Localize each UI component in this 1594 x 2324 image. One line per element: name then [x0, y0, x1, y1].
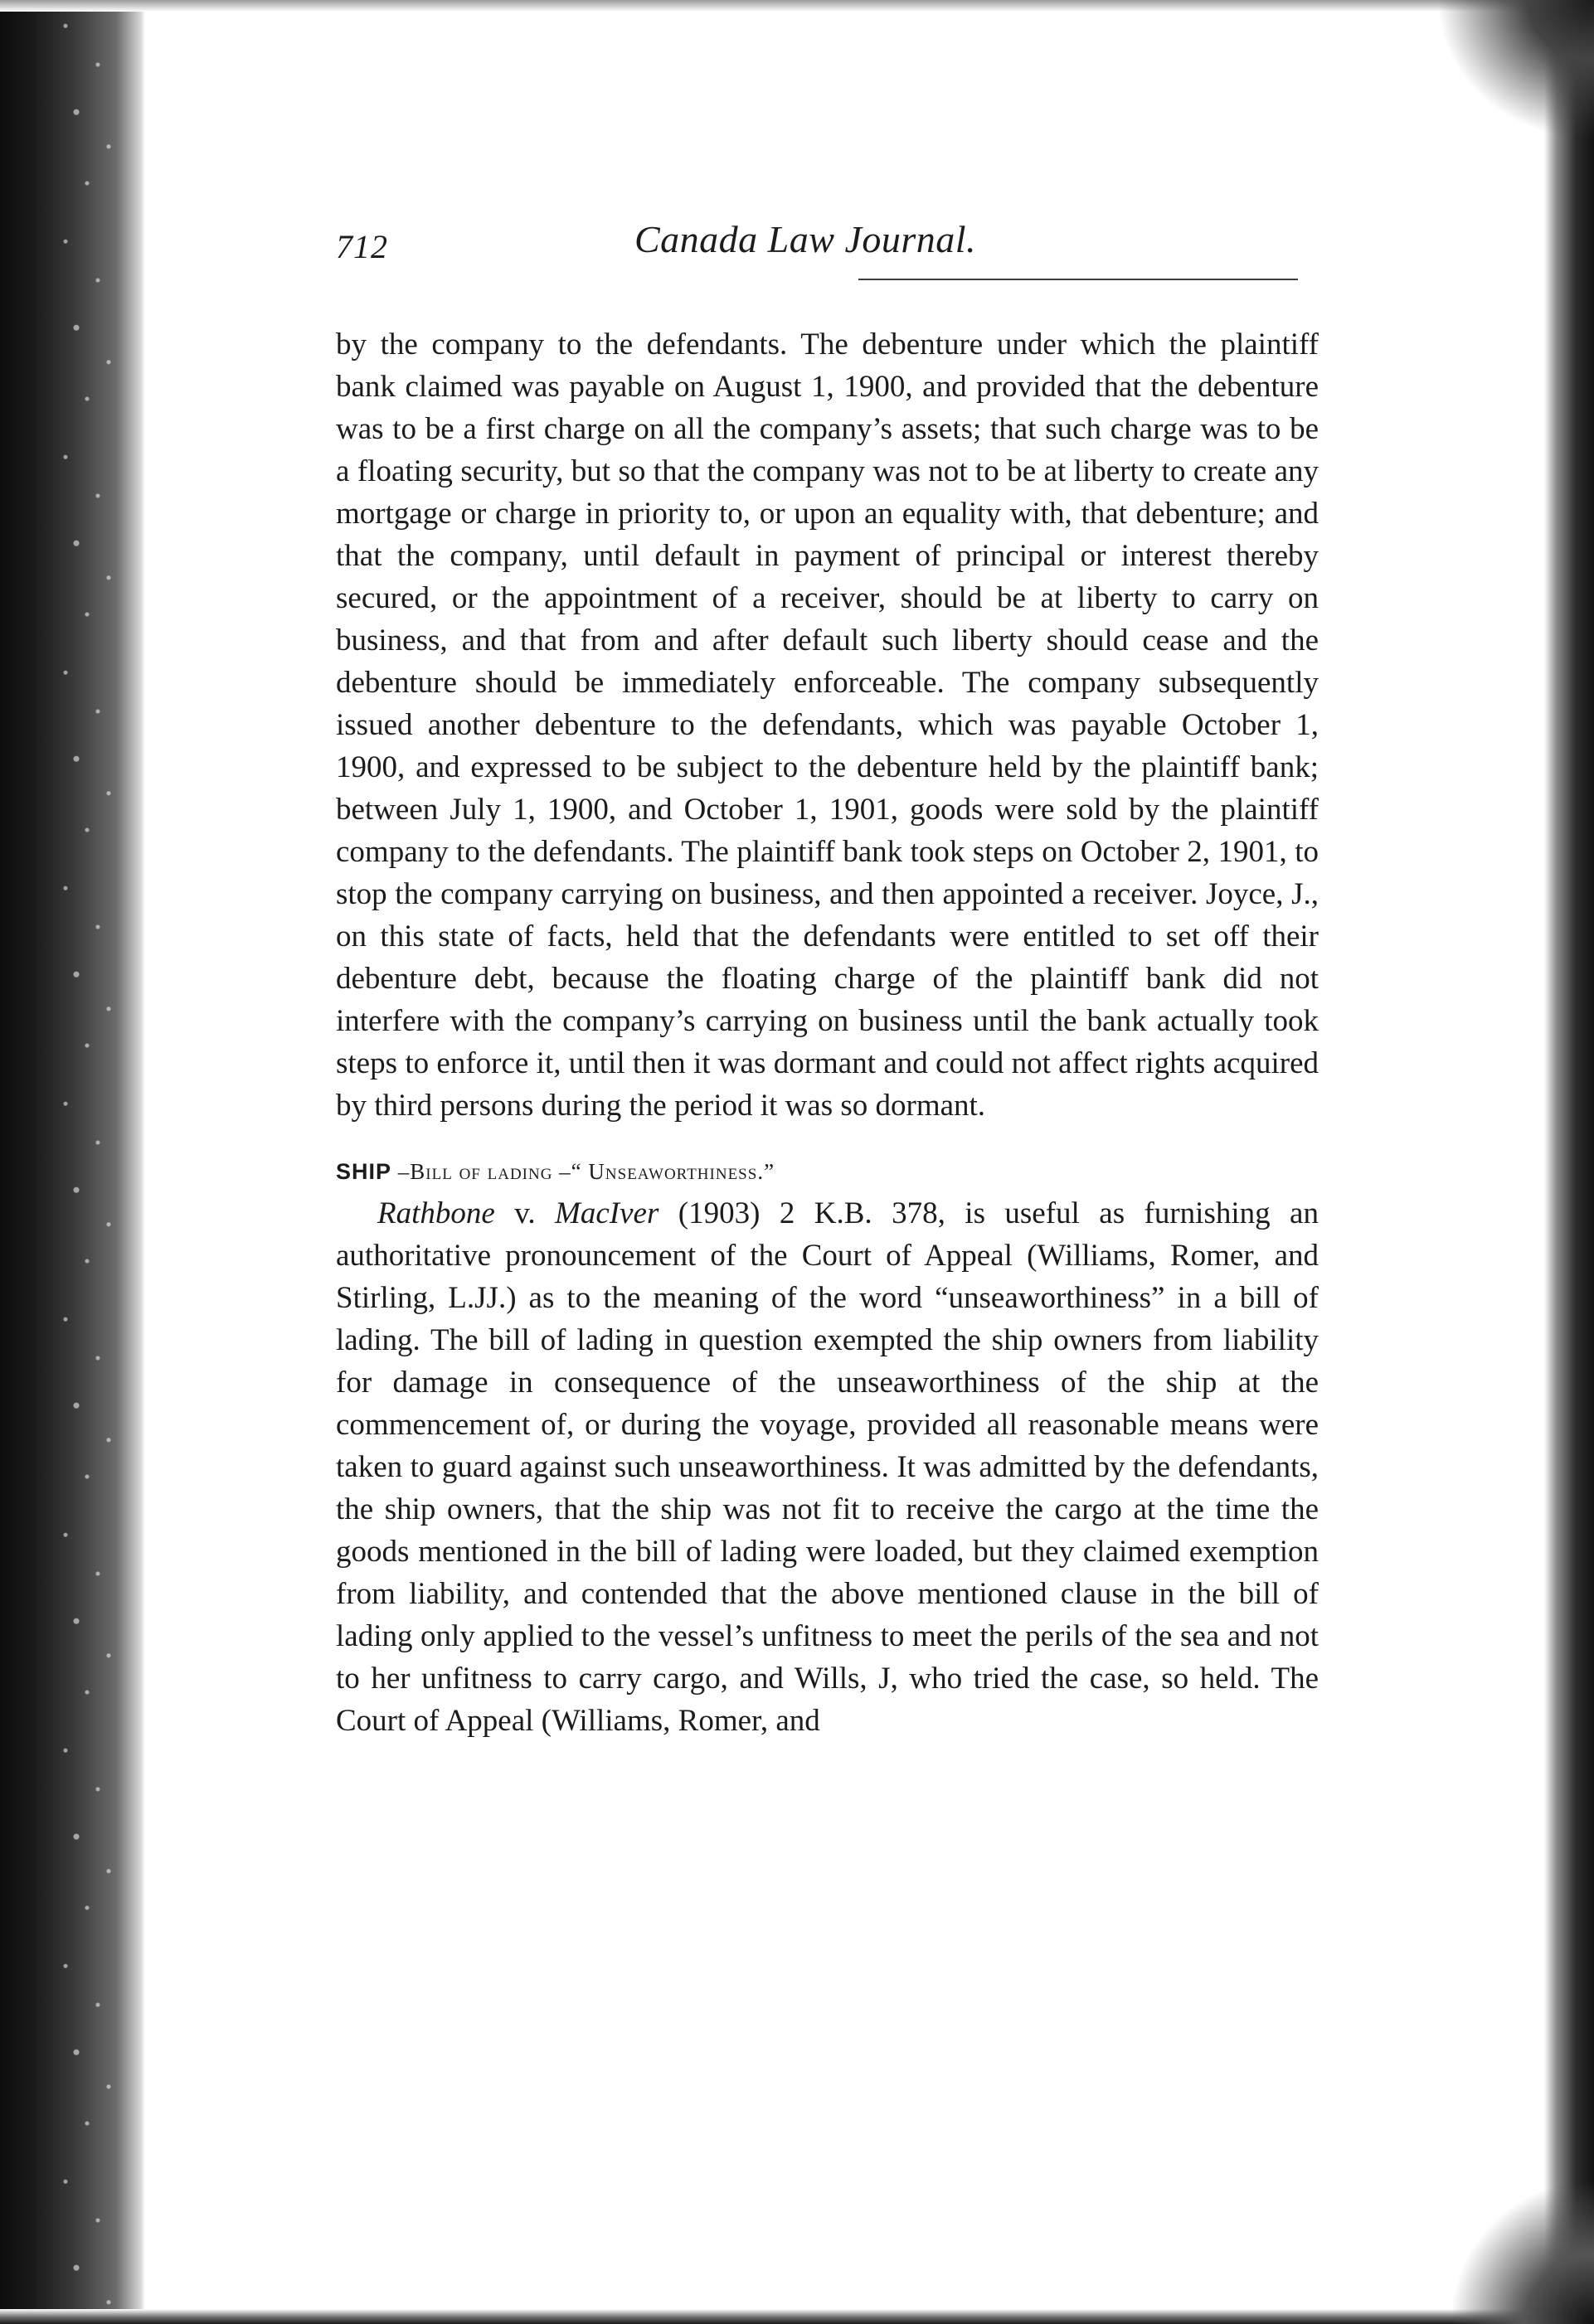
- case-connector: v.: [494, 1196, 556, 1230]
- scan-corner-bottom-right: [1453, 2183, 1594, 2324]
- journal-title: Canada Law Journal.: [634, 218, 977, 260]
- case-name-maciver: MacIver: [555, 1196, 659, 1230]
- scan-right-edge: [1544, 0, 1594, 2324]
- section-heading-lead: SHIP: [336, 1159, 392, 1184]
- scan-bottom-edge: [0, 2309, 1594, 2324]
- section-heading: [336, 1155, 1319, 1189]
- page-number: 712: [336, 228, 388, 265]
- text-column: [336, 323, 1319, 1742]
- case-name-rathbone: Rathbone: [377, 1196, 495, 1230]
- running-header: [336, 206, 1319, 289]
- scan-left-edge-texture: [33, 0, 141, 2324]
- header-rule: [858, 279, 1298, 280]
- paragraph-unseaworthiness: [336, 1192, 1319, 1742]
- paragraph-unseaworthiness-text: (1903) 2 K.B. 378, is useful as furnishing an authoritative pronouncement of the Court of Appeal (Williams, Romer, and Stirling, L.JJ.) as to the meaning of the word “unseaworthiness” in a bill of lading. The bill of lading in question exempted the ship owners from liability for damage in consequence of the unseaworthiness of the ship at the commencement of, or during the voyage, provided all reasonable means were taken to guard against such unseaworthiness. It was admitted by the defendants, the ship owners, that the ship was not fit to receive the cargo at the time the goods mentioned in the bill of lading were loaded, but they claimed exemption from liability, and contended that the above mentioned clause in the bill of lading only applied to the vessel’s unfitness to meet the perils of the sea and not to her unfitness to carry cargo, and Wills, J, who tried the case, so held. The Court of Appeal (Williams, Romer, and: [336, 1196, 1319, 1738]
- section-heading-rest: –Bill of lading –“ Unseaworthiness.”: [391, 1159, 775, 1184]
- scan-top-edge: [0, 0, 1594, 12]
- scan-corner-top-right: [1436, 0, 1594, 141]
- paragraph-debenture: by the company to the defendants. The debenture under which the plaintiff bank claimed was payable on August 1, 1900, and provided that the debenture was to be a first charge on all the company’s assets; that such charge was to be a floating security, but so that the company was not to be at liberty to create any mortgage or charge in priority to, or upon an equality with, that debenture; and that the company, until default in payment of principal or interest thereby secured, or the appointment of a receiver, should be at liberty to carry on business, and that from and after default such liberty should cease and the debenture should be immediately enforceable. The company subsequently issued another debenture to the defendants, which was payable October 1, 1900, and expressed to be subject to the debenture held by the plaintiff bank; between July 1, 1900, and October 1, 1901, goods were sold by the plaintiff company to the defendants. The plaintiff bank took steps on October 2, 1901, to stop the company carrying on business, and then appointed a receiver. Joyce, J., on this state of facts, held that the defendants were entitled to set off their debenture debt, because the floating charge of the plaintiff bank did not interfere with the company’s carrying on business until the bank actually took steps to enforce it, until then it was dormant and could not affect rights acquired by third persons during the period it was so dormant.: [336, 327, 1319, 1123]
